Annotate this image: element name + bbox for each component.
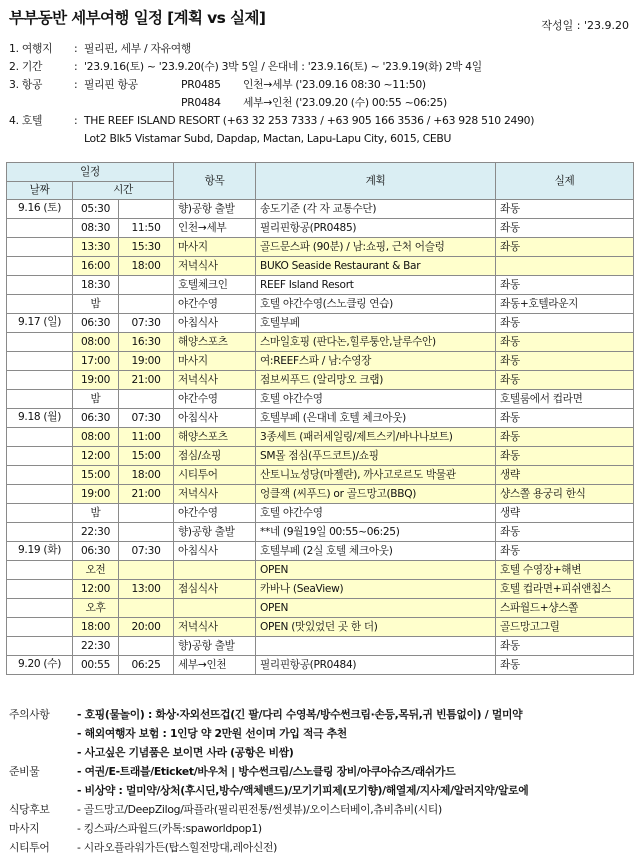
- end-time: 13:00: [119, 580, 174, 599]
- header-actual: 실제: [496, 163, 634, 200]
- actual-cell: 좌동: [496, 542, 634, 561]
- notes-section: [9, 705, 629, 857]
- schedule-row: [7, 257, 634, 276]
- start-time: 06:30: [73, 542, 119, 561]
- item-cell: 해양스포츠: [174, 428, 256, 447]
- info-row: [9, 112, 629, 130]
- schedule-row: [7, 295, 634, 314]
- day-cell: [7, 504, 73, 523]
- info-separator: :: [74, 114, 78, 127]
- trip-info: [9, 40, 629, 148]
- info-value: 필리핀 항공: [84, 78, 138, 91]
- item-cell: 향)공항 출발: [174, 637, 256, 656]
- actual-cell: 호텔 컵라면+피쉬앤칩스: [496, 580, 634, 599]
- created-date: 작성일 : '23.9.20: [541, 19, 629, 32]
- info-row: [9, 94, 629, 112]
- header-item: 항목: [174, 163, 256, 200]
- end-time: 18:00: [119, 257, 174, 276]
- note-text: - 골드망고/DeepZilog/파플라(필리핀전통/썬셋뷰)/오이스터베이,츄비츄비(시티): [77, 803, 442, 816]
- item-cell: 세부→인천: [174, 656, 256, 675]
- day-cell: [7, 352, 73, 371]
- start-time: 22:30: [73, 637, 119, 656]
- item-cell: 점심식사: [174, 580, 256, 599]
- end-time: [119, 523, 174, 542]
- end-time: 21:00: [119, 371, 174, 390]
- end-time: [119, 390, 174, 409]
- item-cell: 시티투어: [174, 466, 256, 485]
- item-cell: 저녁식사: [174, 371, 256, 390]
- day-cell: [7, 618, 73, 637]
- day-cell: [7, 561, 73, 580]
- day-cell: 9.19 (화): [7, 542, 73, 561]
- note-row: [9, 781, 629, 800]
- actual-cell: 호텔룸에서 컵라면: [496, 390, 634, 409]
- plan-cell: 필리핀항공(PR0484): [256, 656, 496, 675]
- item-cell: 해양스포츠: [174, 333, 256, 352]
- start-time: 18:00: [73, 618, 119, 637]
- note-label: [9, 781, 77, 800]
- day-cell: [7, 295, 73, 314]
- note-row: [9, 819, 629, 838]
- schedule-row: [7, 580, 634, 599]
- start-time: 06:30: [73, 314, 119, 333]
- schedule-row: [7, 485, 634, 504]
- actual-cell: 좌동: [496, 333, 634, 352]
- end-time: 15:00: [119, 447, 174, 466]
- header-date: 날짜: [7, 182, 73, 200]
- plan-cell: REEF Island Resort: [256, 276, 496, 295]
- start-time: 15:00: [73, 466, 119, 485]
- note-text: - 비상약 : 멀미약/상처(후시딘,방수/액체밴드)/모기기피제(모기향)/해열제/지사제/알러지약/알로에: [77, 784, 529, 797]
- day-cell: [7, 390, 73, 409]
- start-time: 12:00: [73, 580, 119, 599]
- note-label: 시티투어: [9, 841, 50, 854]
- plan-cell: 카바나 (SeaView): [256, 580, 496, 599]
- schedule-row: [7, 599, 634, 618]
- day-cell: [7, 447, 73, 466]
- item-cell: 저녁식사: [174, 485, 256, 504]
- schedule-table: [6, 162, 634, 675]
- start-time: 06:30: [73, 409, 119, 428]
- item-cell: 야간수영: [174, 390, 256, 409]
- day-cell: [7, 257, 73, 276]
- actual-cell: 좌동: [496, 523, 634, 542]
- schedule-row: [7, 276, 634, 295]
- note-text: - 사고싶은 기념품은 보이면 사라 (공항은 비쌈): [77, 746, 294, 759]
- start-time: 08:00: [73, 428, 119, 447]
- start-time: 16:00: [73, 257, 119, 276]
- schedule-row: [7, 371, 634, 390]
- actual-cell: [496, 257, 634, 276]
- note-label: 주의사항: [9, 708, 50, 721]
- plan-cell: OPEN (맛있었던 곳 한 더): [256, 618, 496, 637]
- note-row: [9, 762, 629, 781]
- plan-cell: 호텔 야간수영: [256, 504, 496, 523]
- day-cell: [7, 219, 73, 238]
- day-cell: 9.18 (월): [7, 409, 73, 428]
- start-time: 밤: [73, 504, 119, 523]
- start-time: 18:30: [73, 276, 119, 295]
- item-cell: 야간수영: [174, 295, 256, 314]
- schedule-row: [7, 656, 634, 675]
- note-label: [9, 724, 77, 743]
- info-value: 필리핀, 세부 / 자유여행: [84, 42, 192, 55]
- note-row: [9, 838, 629, 857]
- info-value: PR0485: [181, 78, 221, 91]
- actual-cell: 좌동: [496, 314, 634, 333]
- actual-cell: 좌동: [496, 200, 634, 219]
- info-value: 세부→인천 ('23.09.20 (수) 00:55 ~06:25): [243, 96, 447, 109]
- start-time: 22:30: [73, 523, 119, 542]
- item-cell: 아침식사: [174, 542, 256, 561]
- header-time: 시간: [73, 182, 174, 200]
- note-label: [9, 743, 77, 762]
- actual-cell: 좌동: [496, 637, 634, 656]
- info-value: [84, 94, 181, 112]
- plan-cell: 호텔부페: [256, 314, 496, 333]
- actual-cell: 좌동: [496, 371, 634, 390]
- actual-cell: 생략: [496, 504, 634, 523]
- day-cell: [7, 276, 73, 295]
- actual-cell: 호텔 수영장+해변: [496, 561, 634, 580]
- item-cell: 호텔체크인: [174, 276, 256, 295]
- start-time: 19:00: [73, 371, 119, 390]
- note-label: 마사지: [9, 822, 40, 835]
- note-label: 식당후보: [9, 803, 50, 816]
- actual-cell: 좌동: [496, 447, 634, 466]
- end-time: [119, 561, 174, 580]
- schedule-row: [7, 314, 634, 333]
- end-time: 15:30: [119, 238, 174, 257]
- day-cell: [7, 428, 73, 447]
- info-value: Lot2 Blk5 Vistamar Subd, Dapdap, Mactan, Lapu-Lapu City, 6015, CEBU: [84, 132, 452, 145]
- start-time: 오전: [73, 561, 119, 580]
- info-label: 2. 기간: [9, 60, 43, 73]
- day-cell: [7, 371, 73, 390]
- actual-cell: 좌동: [496, 219, 634, 238]
- item-cell: 마사지: [174, 352, 256, 371]
- info-value: THE REEF ISLAND RESORT (+63 32 253 7333 / +63 905 166 3536 / +63 928 510 2490): [84, 114, 535, 127]
- item-cell: [174, 599, 256, 618]
- schedule-row: [7, 561, 634, 580]
- plan-cell: 호텔부페 (2실 호텔 체크아웃): [256, 542, 496, 561]
- actual-cell: 좌동: [496, 409, 634, 428]
- info-label: 1. 여행지: [9, 42, 53, 55]
- note-text: - 여권/E-트래블/Eticket/바우처 | 방수썬크림/스노클링 장비/아쿠아슈즈/래쉬가드: [77, 765, 456, 778]
- info-value: 인천→세부 ('23.09.16 08:30 ~11:50): [243, 78, 426, 91]
- start-time: 00:55: [73, 656, 119, 675]
- info-label: 3. 항공: [9, 78, 43, 91]
- plan-cell: **네 (9월19일 00:55~06:25): [256, 523, 496, 542]
- info-row: [9, 58, 629, 76]
- plan-cell: 송도기준 (각 자 교통수단): [256, 200, 496, 219]
- item-cell: 저녁식사: [174, 618, 256, 637]
- note-label: 준비물: [9, 765, 40, 778]
- end-time: [119, 504, 174, 523]
- day-cell: [7, 238, 73, 257]
- plan-cell: 호텔 야간수영(스노클링 연습): [256, 295, 496, 314]
- actual-cell: 생략: [496, 466, 634, 485]
- schedule-row: [7, 637, 634, 656]
- item-cell: 마사지: [174, 238, 256, 257]
- plan-cell: SM몰 점심(푸드코트)/쇼핑: [256, 447, 496, 466]
- info-separator: [74, 94, 84, 112]
- schedule-row: [7, 352, 634, 371]
- schedule-row: [7, 333, 634, 352]
- end-time: [119, 637, 174, 656]
- info-separator: [74, 130, 84, 148]
- end-time: [119, 276, 174, 295]
- plan-cell: 필리핀항공(PR0485): [256, 219, 496, 238]
- header-plan: 계획: [256, 163, 496, 200]
- plan-cell: 산토니뇨성당(마젤란), 까사고로르도 박물관: [256, 466, 496, 485]
- note-text: - 킹스파/스파월드(카톡:spaworldpop1): [77, 822, 262, 835]
- day-cell: [7, 485, 73, 504]
- end-time: 19:00: [119, 352, 174, 371]
- start-time: 08:30: [73, 219, 119, 238]
- info-value: '23.9.16(토) ~ '23.9.20(수) 3박 5일 / 은대네 : '23.9.16(토) ~ '23.9.19(화) 2박 4일: [84, 60, 482, 73]
- actual-cell: 골드망고그릴: [496, 618, 634, 637]
- day-cell: [7, 333, 73, 352]
- end-time: 11:00: [119, 428, 174, 447]
- actual-cell: 좌동: [496, 656, 634, 675]
- actual-cell: 좌동+호텔라운지: [496, 295, 634, 314]
- day-cell: [7, 523, 73, 542]
- start-time: 밤: [73, 390, 119, 409]
- plan-cell: 점보씨푸드 (알리망오 크랩): [256, 371, 496, 390]
- note-row: [9, 724, 629, 743]
- schedule-row: [7, 219, 634, 238]
- end-time: 07:30: [119, 314, 174, 333]
- plan-cell: 3종세트 (패러세일링/제트스키/바나나보트): [256, 428, 496, 447]
- plan-cell: [256, 637, 496, 656]
- end-time: 06:25: [119, 656, 174, 675]
- schedule-row: [7, 447, 634, 466]
- item-cell: 향)공항 출발: [174, 200, 256, 219]
- info-value: PR0484: [181, 96, 221, 109]
- item-cell: 향)공항 출발: [174, 523, 256, 542]
- item-cell: [174, 561, 256, 580]
- info-row: [9, 76, 629, 94]
- plan-cell: BUKO Seaside Restaurant & Bar: [256, 257, 496, 276]
- item-cell: 점심/쇼핑: [174, 447, 256, 466]
- info-separator: :: [74, 60, 78, 73]
- day-cell: 9.16 (토): [7, 200, 73, 219]
- item-cell: 저녁식사: [174, 257, 256, 276]
- note-text: - 호핑(물놀이) : 화상·자외선뜨겁(긴 팔/다리 수영복/방수썬크림·손등,목뒤,귀 빈틈없이) / 멀미약: [77, 708, 523, 721]
- end-time: 21:00: [119, 485, 174, 504]
- info-label: [9, 130, 74, 148]
- schedule-row: [7, 504, 634, 523]
- schedule-row: [7, 523, 634, 542]
- info-row: [9, 130, 629, 148]
- end-time: [119, 200, 174, 219]
- actual-cell: 좌동: [496, 276, 634, 295]
- end-time: [119, 295, 174, 314]
- actual-cell: 좌동: [496, 238, 634, 257]
- info-label: 4. 호텔: [9, 114, 43, 127]
- day-cell: [7, 637, 73, 656]
- end-time: 16:30: [119, 333, 174, 352]
- day-cell: 9.17 (일): [7, 314, 73, 333]
- end-time: 11:50: [119, 219, 174, 238]
- end-time: 07:30: [119, 409, 174, 428]
- note-row: [9, 705, 629, 724]
- actual-cell: 좌동: [496, 428, 634, 447]
- plan-cell: 여:REEF스파 / 남:수영장: [256, 352, 496, 371]
- end-time: 20:00: [119, 618, 174, 637]
- info-row: [9, 40, 629, 58]
- schedule-row: [7, 390, 634, 409]
- info-separator: :: [74, 78, 78, 91]
- schedule-row: [7, 466, 634, 485]
- day-cell: 9.20 (수): [7, 656, 73, 675]
- start-time: 13:30: [73, 238, 119, 257]
- start-time: 19:00: [73, 485, 119, 504]
- actual-cell: 스파월드+샹스쫄: [496, 599, 634, 618]
- plan-cell: OPEN: [256, 599, 496, 618]
- info-label: [9, 94, 74, 112]
- item-cell: 아침식사: [174, 409, 256, 428]
- schedule-row: [7, 238, 634, 257]
- plan-cell: OPEN: [256, 561, 496, 580]
- item-cell: 아침식사: [174, 314, 256, 333]
- start-time: 오후: [73, 599, 119, 618]
- item-cell: 인천→세부: [174, 219, 256, 238]
- schedule-row: [7, 542, 634, 561]
- end-time: 07:30: [119, 542, 174, 561]
- page-title: 부부동반 세부여행 일정 [계획 vs 실제]: [9, 9, 266, 27]
- actual-cell: 샹스쫄 용궁리 한식: [496, 485, 634, 504]
- start-time: 05:30: [73, 200, 119, 219]
- plan-cell: 스마일호핑 (판다논,힐루퉁안,날루수안): [256, 333, 496, 352]
- start-time: 밤: [73, 295, 119, 314]
- item-cell: 야간수영: [174, 504, 256, 523]
- day-cell: [7, 580, 73, 599]
- schedule-row: [7, 409, 634, 428]
- note-text: - 시라오플라워가든(탑스힐전망대,레아신전): [77, 841, 278, 854]
- actual-cell: 좌동: [496, 352, 634, 371]
- end-time: [119, 599, 174, 618]
- plan-cell: 호텔부페 (은대네 호텔 체크아웃): [256, 409, 496, 428]
- schedule-row: [7, 428, 634, 447]
- info-separator: :: [74, 42, 78, 55]
- plan-cell: 호텔 야간수영: [256, 390, 496, 409]
- note-text: - 해외여행자 보험 : 1인당 약 2만원 선이며 가입 적극 추천: [77, 727, 347, 740]
- end-time: 18:00: [119, 466, 174, 485]
- header-schedule: 일정: [7, 163, 174, 182]
- schedule-row: [7, 618, 634, 637]
- start-time: 08:00: [73, 333, 119, 352]
- note-row: [9, 800, 629, 819]
- start-time: 17:00: [73, 352, 119, 371]
- note-row: [9, 743, 629, 762]
- schedule-row: [7, 200, 634, 219]
- plan-cell: 엉클잭 (씨푸드) or 골드망고(BBQ): [256, 485, 496, 504]
- day-cell: [7, 599, 73, 618]
- plan-cell: 골드문스파 (90분) / 남:쇼핑, 근처 어슬렁: [256, 238, 496, 257]
- start-time: 12:00: [73, 447, 119, 466]
- day-cell: [7, 466, 73, 485]
